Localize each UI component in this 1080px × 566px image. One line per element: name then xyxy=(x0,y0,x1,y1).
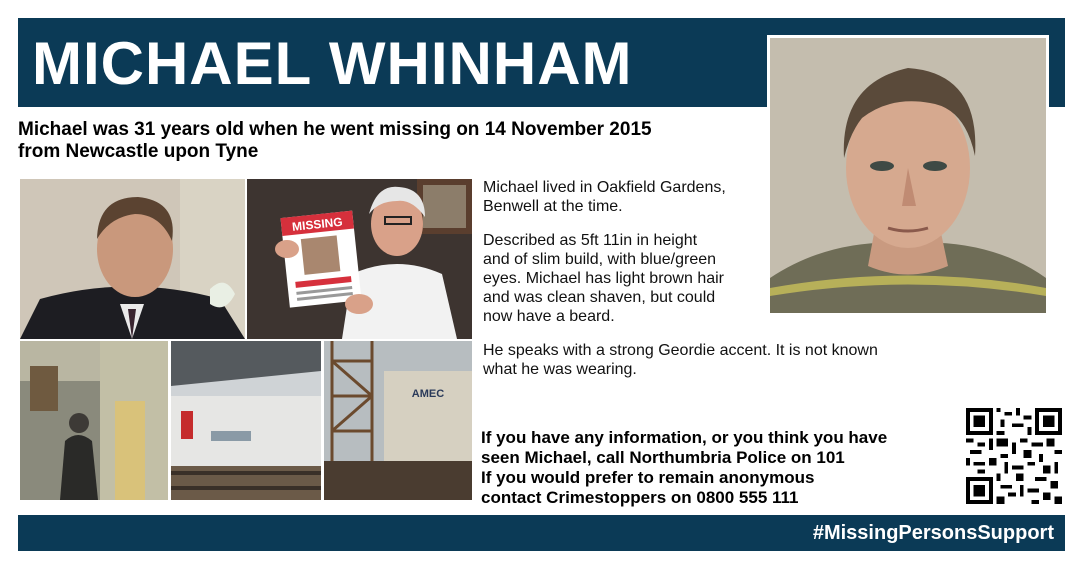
description-paragraph-3 xyxy=(483,341,878,379)
desc-p2-line2: and of slim build, with blue/green xyxy=(483,251,717,268)
description-paragraph-1 xyxy=(483,178,726,216)
summary-line-1: Michael was 31 years old when he went missing on 14 November 2015 xyxy=(18,119,652,140)
photo-construction-site xyxy=(324,341,472,500)
desc-p2-line1: Described as 5ft 11in in height xyxy=(483,232,698,249)
contact-line-2: seen Michael, call Northumbria Police on 101 xyxy=(481,448,845,467)
desc-p1-line1: Michael lived in Oakfield Gardens, xyxy=(483,179,726,196)
desc-p3-line1: He speaks with a strong Geordie accent. It is not known xyxy=(483,342,878,359)
contact-line-4: contact Crimestoppers on 0800 555 111 xyxy=(481,488,799,507)
missing-summary xyxy=(18,119,758,163)
contact-line-3: If you would prefer to remain anonymous xyxy=(481,468,815,487)
poster-missing-word: MISSING xyxy=(291,214,344,234)
photo-train-station xyxy=(171,341,321,500)
qr-code-icon[interactable] xyxy=(965,408,1063,504)
desc-p1-line2: Benwell at the time. xyxy=(483,198,623,215)
amec-sign: AMEC xyxy=(411,388,445,400)
contact-info xyxy=(481,428,951,508)
description-paragraph-2 xyxy=(483,231,724,326)
desc-p2-line4: and was clean shaven, but could xyxy=(483,289,716,306)
desc-p2-line5: now have a beard. xyxy=(483,308,615,325)
hashtag: #MissingPersonsSupport xyxy=(812,522,1054,544)
contact-line-1: If you have any information, or you think you have xyxy=(481,428,888,447)
photo-cctv xyxy=(20,341,168,500)
photo-in-suit xyxy=(20,179,245,339)
summary-line-2: from Newcastle upon Tyne xyxy=(18,141,259,162)
desc-p2-line3: eyes. Michael has light brown hair xyxy=(483,270,725,287)
desc-p3-line2: what he was wearing. xyxy=(483,361,637,378)
missing-person-name: MICHAEL WHINHAM xyxy=(32,30,633,97)
photo-father-with-poster xyxy=(247,179,472,339)
main-portrait-photo xyxy=(767,35,1049,316)
